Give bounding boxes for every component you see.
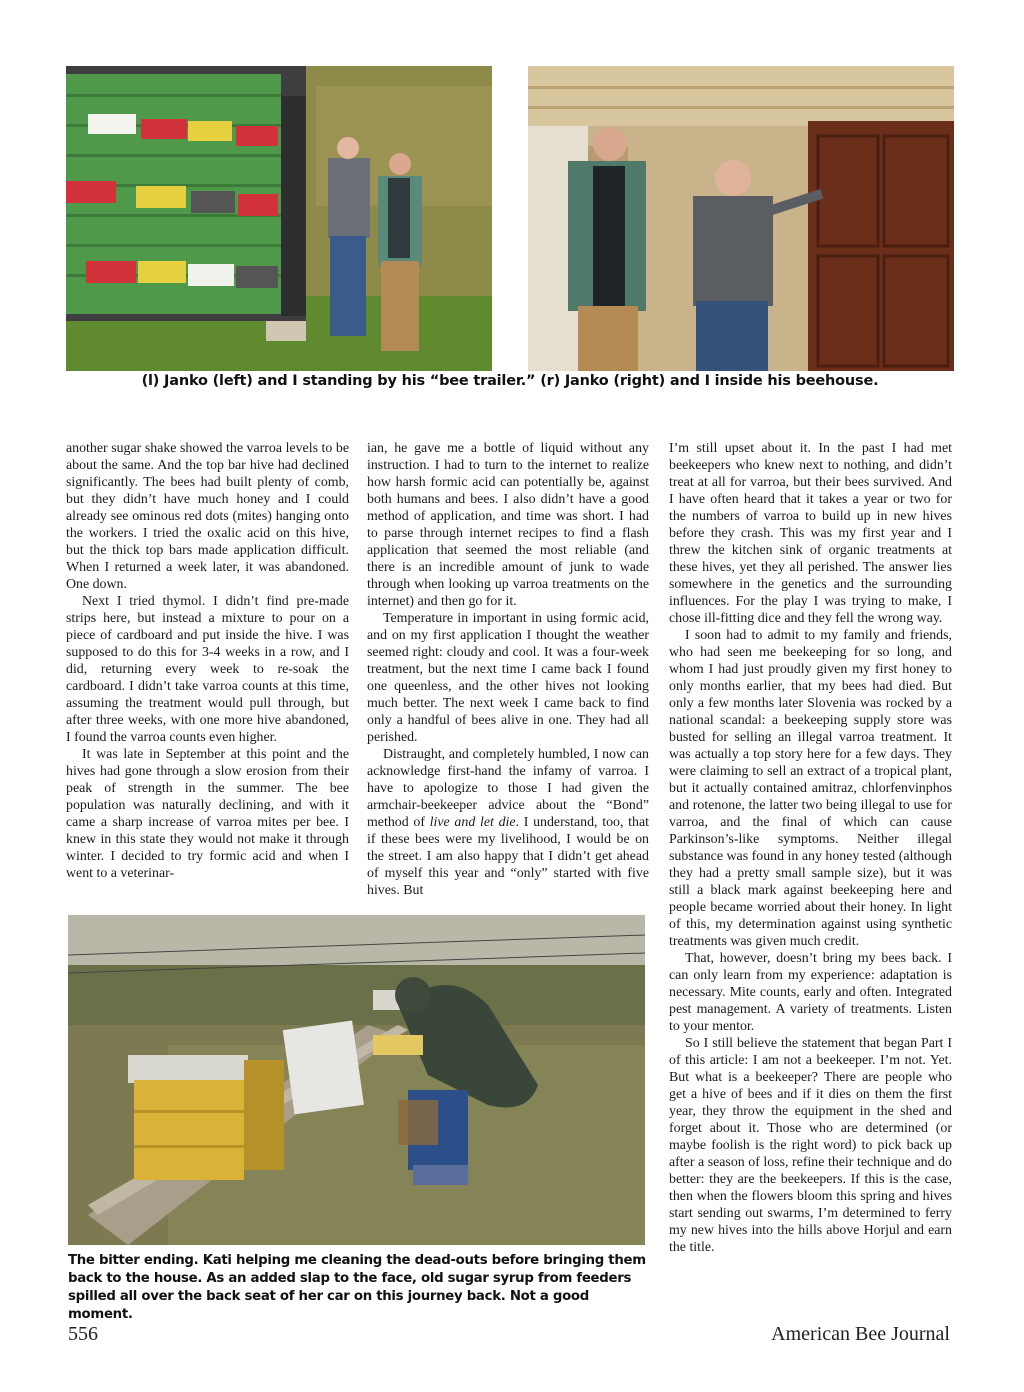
article-column-2 [367, 440, 649, 899]
publication-name: American Bee Journal [771, 1323, 950, 1345]
photo-caption-bottom: The bitter ending. Kati helping me cleaning the dead-outs before bringing them back to the house. As an added slap to the face, old sugar syrup from feeders spilled all over the back seat of her car on this journey back. Not a good moment. [68, 1253, 646, 1322]
paragraph-text: . I understand, too, that if these bees were my livelihood, I would be on the street. I am also happy that I didn’t get ahead of myself this year and “only” started with five hives. But [367, 815, 649, 898]
paragraph: Next I tried thymol. I didn’t find pre-made strips here, but instead a mixture to pour on a piece of cardboard and put inside the hive. I was supposed to do this for 3-4 weeks in a row, and I did, returning every week to re-soak the cardboard. I didn’t take varroa counts at this time, assuming the treatment would pull through, but after three weeks, with one more hive abandoned, I found the varroa counts even higher. [66, 594, 349, 745]
italic-phrase: live and let die [429, 815, 516, 830]
paragraph: I soon had to admit to my family and friends, who had seen me beekeeping for so long, and whom I had just proudly given my first honey to only months earlier, that my bees had died. But only a few months later Slovenia was rocked by a national scandal: a beekeeping supply store was busted for selling an illegal varroa treatment. It was actually a top story here for a few days. They were claiming to sell an extract of a tropical plant, but it actually contained amitraz, chlorfenvinphos and rotenone, the latter two being illegal to use for varroa, and the final of which can cause Parkinson’s-like symptoms. Neither illegal substance was found in any honey tested (although they had a pretty small sample size), but it was still a black mark against beekeeping here and people became worried about their honey. In light of this, my determination against using synthetic treatments was given much credit. [669, 628, 952, 949]
photo-beehouse-interior [528, 66, 954, 371]
article-column-3 [669, 440, 952, 1256]
page-number: 556 [68, 1323, 98, 1345]
photo-caption-top: (l) Janko (left) and I standing by his “bee trailer.” (r) Janko (right) and I inside his beehouse. [141, 373, 879, 389]
paragraph: another sugar shake showed the varroa levels to be about the same. And the top bar hive had declined significantly. The bees had built plenty of comb, but they didn’t have much honey and I could already see ominous red dots (mites) hanging onto the workers. I tried the oxalic acid on this hive, but the thick top bars made application difficult. When I returned a week later, it was abandoned. One down. [66, 441, 349, 592]
paragraph: ian, he gave me a bottle of liquid without any instruction. I had to turn to the internet to realize how harsh formic acid can potentially be, against both humans and bees. I also didn’t have a good method of application, and time was short. I had to parse through internet recipes to find a flash application that seemed the most reliable (and there is an incredible amount of junk to wade through when looking up varroa treatments on the internet) and then go for it. [367, 441, 649, 609]
paragraph: So I still believe the statement that began Part I of this article: I am not a beekeeper. I’m not. Yet. But what is a beekeeper? There are people who get a hive of bees and if it dies on them the first year, they throw the equipment in the shed and forget about it. Those who are determined (or maybe foolish is the right word) to pick back up after a season of loss, refine their technique and do better: they are the beekeepers. If this is the case, then when the flowers bloom this spring and hives start sending out swarms, I’m determined to ferry my new hives into the hills above Horjul and earn the title. [669, 1036, 952, 1255]
photo-dead-outs [68, 915, 645, 1245]
paragraph: I’m still upset about it. In the past I had met beekeepers who knew next to nothing, and didn’t treat at all for varroa, but their bees survived. And I have often heard that it takes a year or two for the numbers of varroa to build up in new hives before they crash. This was my first year and I threw the kitchen sink of organic treatments at these hives, yet they all perished. The answer lies somewhere in the genetics and the surrounding influences. For the play I was trying to make, I chose ill-fitting dice and they fell the wrong way. [669, 441, 952, 626]
paragraph: It was late in September at this point and the hives had gone through a slow erosion from their peak of strength in the summer. The bee population was naturally declining, and with it came a sharp increase of varroa mites per bee. I knew in this state they would not make it through winter. I decided to try formic acid and when I went to a veterinar- [66, 747, 349, 881]
paragraph-text: Distraught, and completely humbled, I now can acknowledge first-hand the infamy of varroa. I have to apologize to those I had given the armchair-beekeeper advice about the “Bond” method of [367, 747, 649, 830]
paragraph: That, however, doesn’t bring my bees back. I can only learn from my experience: adaptation is necessary. Mite counts, early and often. Integrated pest management. A variety of treatments. Listen to your mentor. [669, 951, 952, 1034]
paragraph: Temperature in important in using formic acid, and on my first application I thought the weather seemed right: cloudy and cool. It was a four-week treatment, but the next time I came back I found one queenless, and the other hives not looking much better. The next week I came back to find only a handful of bees alive in one. They had all perished. [367, 611, 649, 745]
photo-bee-trailer [66, 66, 492, 371]
article-column-1 [66, 440, 349, 882]
paragraph [367, 746, 649, 899]
